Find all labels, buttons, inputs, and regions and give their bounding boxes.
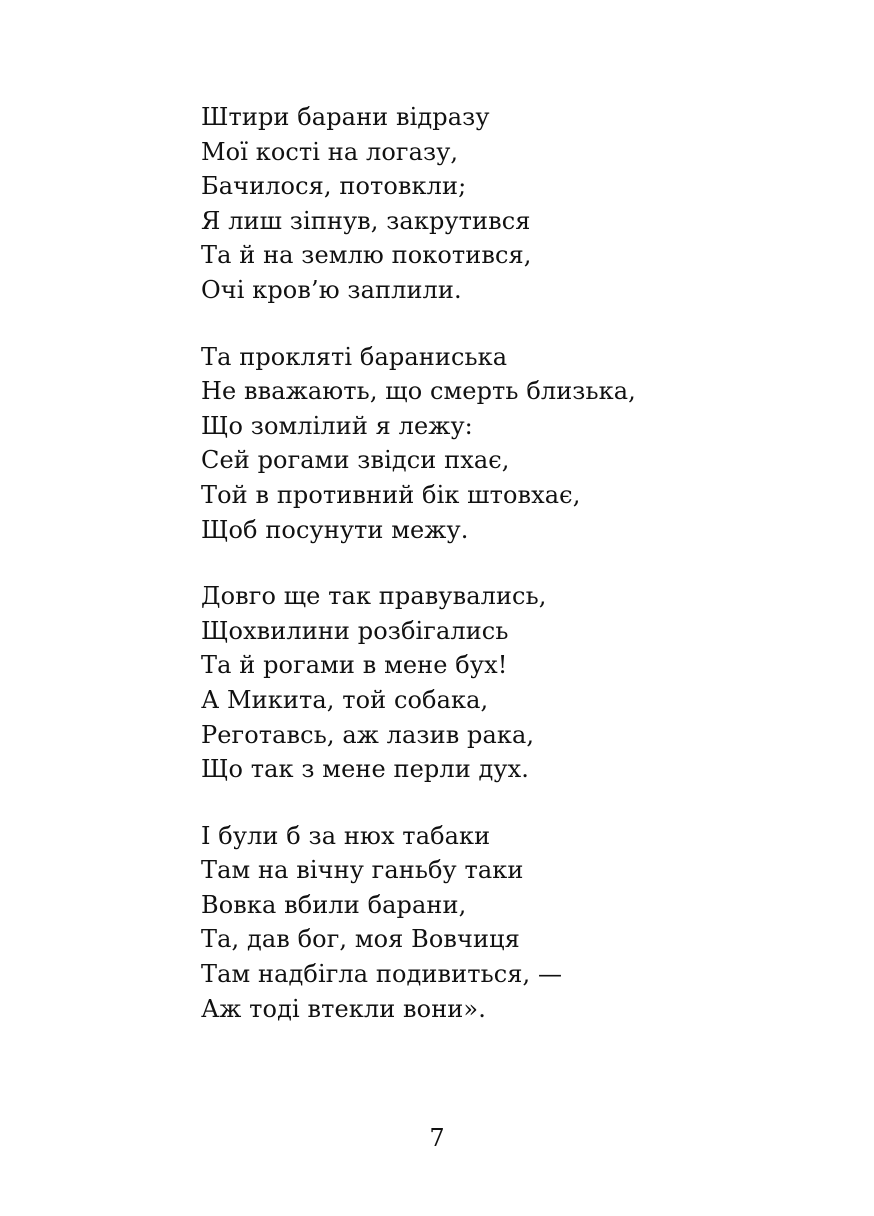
poem-line: Та, дав бог, моя Вовчиця [201, 925, 520, 954]
poem-line: Той в противний бік штовхає, [201, 480, 581, 509]
poem-line: Щоб посунути межу. [201, 515, 469, 544]
poem-line: Щохвилини розбігались [201, 616, 509, 645]
poem-line: Що так з мене перли дух. [201, 755, 529, 784]
page-number: 7 [429, 1124, 445, 1152]
stanza-4 [201, 819, 841, 1027]
poem-line: Реготавсь, аж лазив рака, [201, 720, 535, 749]
poem-line: Довго ще так правувались, [201, 582, 547, 611]
poem-line: Я лиш зіпнув, закрутився [201, 206, 531, 235]
poem-line: Очі кров’ю заплили. [201, 275, 462, 304]
poem-line: Та й рогами в мене бух! [201, 651, 508, 680]
poem-line: Мої кості на логазу, [201, 137, 459, 166]
poem-line: Та й на землю покотився, [201, 241, 532, 270]
poem-line: Там надбігла подивиться, — [201, 960, 563, 989]
stanza-3 [201, 579, 841, 787]
poem-line: І були б за нюх табаки [201, 821, 491, 850]
poem-line: Там на вічну ганьбу таки [201, 856, 524, 885]
poem-line: Що зомлілий я лежу: [201, 411, 473, 440]
poem-line: Аж тоді втекли вони». [201, 994, 486, 1023]
poem-line: Штири барани відразу [201, 103, 490, 131]
stanza-1 [201, 100, 841, 308]
poem-line: Вовка вбили барани, [201, 890, 467, 919]
poem [201, 100, 841, 1058]
poem-line: Сей рогами звідси пхає, [201, 446, 510, 475]
poem-line: Не вважають, що смерть близька, [201, 377, 636, 406]
stanza-2 [201, 340, 841, 548]
poem-line: А Микита, той собака, [201, 685, 489, 714]
poem-line: Та прокляті бараниська [201, 342, 508, 371]
poem-line: Бачилося, потовкли; [201, 172, 467, 201]
